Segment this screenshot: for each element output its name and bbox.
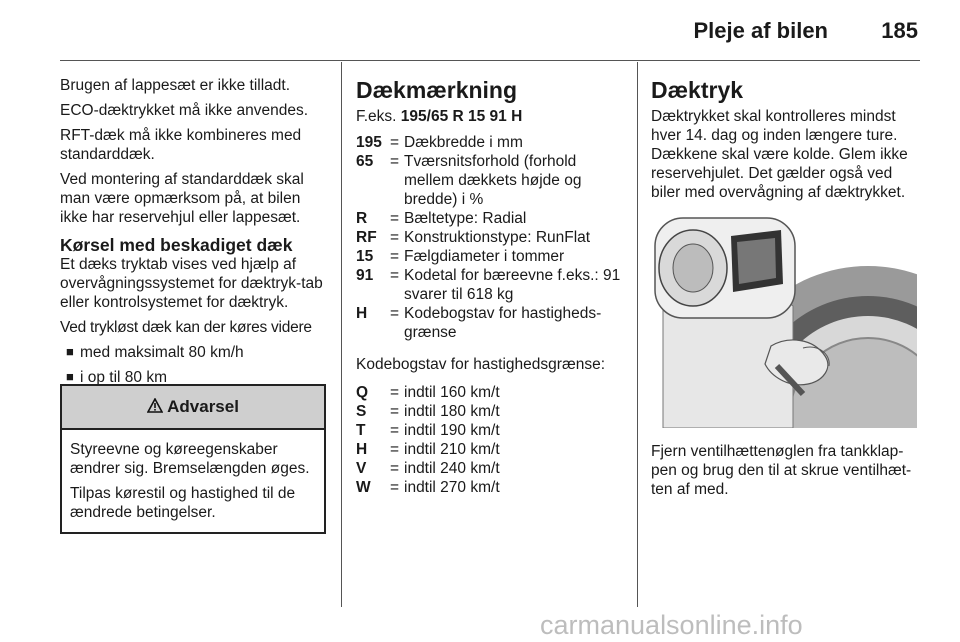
paragraph: Fjern ventilhættenøglen fra tankklap-pen og brug den til at skrue ventilhæt-ten af med. xyxy=(651,443,912,498)
definition-equals: = xyxy=(390,248,400,265)
definition-value: indtil 240 km/t xyxy=(404,460,500,477)
warning-body xyxy=(62,430,324,532)
paragraph: Brugen af lappesæt er ikke tilladt. xyxy=(60,77,291,94)
section-heading: Dæktryk xyxy=(651,77,744,103)
warning-paragraph: Styreevne og køreegenskaber ændrer sig. Bremselængden øges. xyxy=(70,441,310,477)
column-divider xyxy=(341,62,342,607)
paragraph: Et dæks tryktab vises ved hjælp af overvågningssystemet for dæktryk-tab eller kontrolsystemet for dæktryk. xyxy=(60,256,323,311)
paragraph: Dæktrykket skal kontrolleres mindst hver 14. dag og inden længere ture. Dækkene skal være kolde. Glem ikke reservehjulet. Det gælder også ved biler med overvågning af dæktrykket. xyxy=(651,108,908,201)
definition-key: 195 xyxy=(356,134,382,151)
page-number: 185 xyxy=(881,18,918,43)
section-heading: Kørsel med beskadiget dæk xyxy=(60,235,293,255)
definition-key: 15 xyxy=(356,248,374,265)
warning-triangle-icon xyxy=(147,397,167,416)
definition-value: Fælgdiameter i tommer xyxy=(404,248,565,265)
header-rule xyxy=(60,60,920,61)
definition-equals: = xyxy=(390,460,400,477)
definition-value: Tværsnitsforhold (forhold mellem dækkets højde og bredde) i % xyxy=(404,153,582,208)
definition-row xyxy=(356,247,628,266)
definition-value: indtil 190 km/t xyxy=(404,422,500,439)
definition-equals: = xyxy=(390,267,400,284)
definition-value: indtil 210 km/t xyxy=(404,441,500,458)
bullet-list xyxy=(60,343,328,387)
definition-value: Dækbredde i mm xyxy=(404,134,523,151)
definition-row xyxy=(356,152,628,209)
definition-key: 91 xyxy=(356,267,374,284)
definition-row xyxy=(356,459,628,478)
definition-equals: = xyxy=(390,153,400,170)
example-prefix: F.eks. xyxy=(356,108,397,125)
column-divider xyxy=(637,62,638,607)
definition-key: Q xyxy=(356,384,369,401)
tire-spec-example xyxy=(356,107,628,126)
definition-key: V xyxy=(356,460,367,477)
definition-value: indtil 160 km/t xyxy=(404,384,500,401)
definition-equals: = xyxy=(390,134,400,151)
definition-row xyxy=(356,440,628,459)
definition-key: RF xyxy=(356,229,377,246)
definition-row xyxy=(356,304,628,342)
list-item: ■ i op til 80 km xyxy=(60,368,328,387)
definition-key: 65 xyxy=(356,153,374,170)
definition-value: indtil 270 km/t xyxy=(404,479,500,496)
definition-value: Konstruktionstype: RunFlat xyxy=(404,229,591,246)
warning-box xyxy=(60,384,326,534)
definition-value: Kodetal for bæreevne f.eks.: 91 svarer til 618 kg xyxy=(404,267,621,303)
paragraph: Ved montering af standarddæk skal man være opmærksom på, at bilen ikke har reservehjul eller lappesæt. xyxy=(60,171,304,226)
warning-header xyxy=(62,386,324,430)
definition-equals: = xyxy=(390,210,400,227)
definition-row xyxy=(356,228,628,247)
warning-paragraph: Tilpas kørestil og hastighed til de ændrede betingelser. xyxy=(70,485,296,521)
list-item: ■ med maksimalt 80 km/h xyxy=(60,343,328,362)
paragraph: Ved trykløst dæk kan der køres videre xyxy=(60,319,312,336)
definition-value: Bæltetype: Radial xyxy=(404,210,527,227)
definition-equals: = xyxy=(390,384,400,401)
column-middle xyxy=(356,76,628,497)
definition-equals: = xyxy=(390,305,400,322)
definition-key: S xyxy=(356,403,367,420)
definition-row xyxy=(356,266,628,304)
speed-codes xyxy=(356,383,628,497)
definition-key: H xyxy=(356,441,368,458)
definition-equals: = xyxy=(390,479,400,496)
header-title: Pleje af bilen xyxy=(693,18,828,43)
section-heading: Dækmærkning xyxy=(356,77,518,103)
definition-key: H xyxy=(356,305,368,322)
speed-codes-intro: Kodebogstav for hastighedsgrænse: xyxy=(356,356,606,373)
definition-equals: = xyxy=(390,441,400,458)
valve-cap-illustration xyxy=(653,216,917,428)
definition-key: R xyxy=(356,210,368,227)
definition-equals: = xyxy=(390,403,400,420)
definition-key: W xyxy=(356,479,371,496)
definition-row xyxy=(356,133,628,152)
paragraph: RFT-dæk må ikke kombineres med standarddæk. xyxy=(60,127,302,163)
definition-row xyxy=(356,421,628,440)
watermark: carmanualsonline.info xyxy=(540,610,803,640)
definition-value: Kodebogstav for hastigheds-grænse xyxy=(404,305,602,341)
definition-equals: = xyxy=(390,229,400,246)
definition-row xyxy=(356,209,628,228)
definition-row xyxy=(356,402,628,421)
example-code: 195/65 R 15 91 H xyxy=(400,108,523,125)
warning-title: Advarsel xyxy=(167,397,239,416)
column-right xyxy=(651,76,923,505)
paragraph: ECO-dæktrykket må ikke anvendes. xyxy=(60,102,309,119)
tire-definitions xyxy=(356,133,628,342)
definition-value: indtil 180 km/t xyxy=(404,403,500,420)
column-left xyxy=(60,76,328,387)
definition-row xyxy=(356,383,628,402)
definition-key: T xyxy=(356,422,366,439)
definition-row xyxy=(356,478,628,497)
definition-equals: = xyxy=(390,422,400,439)
